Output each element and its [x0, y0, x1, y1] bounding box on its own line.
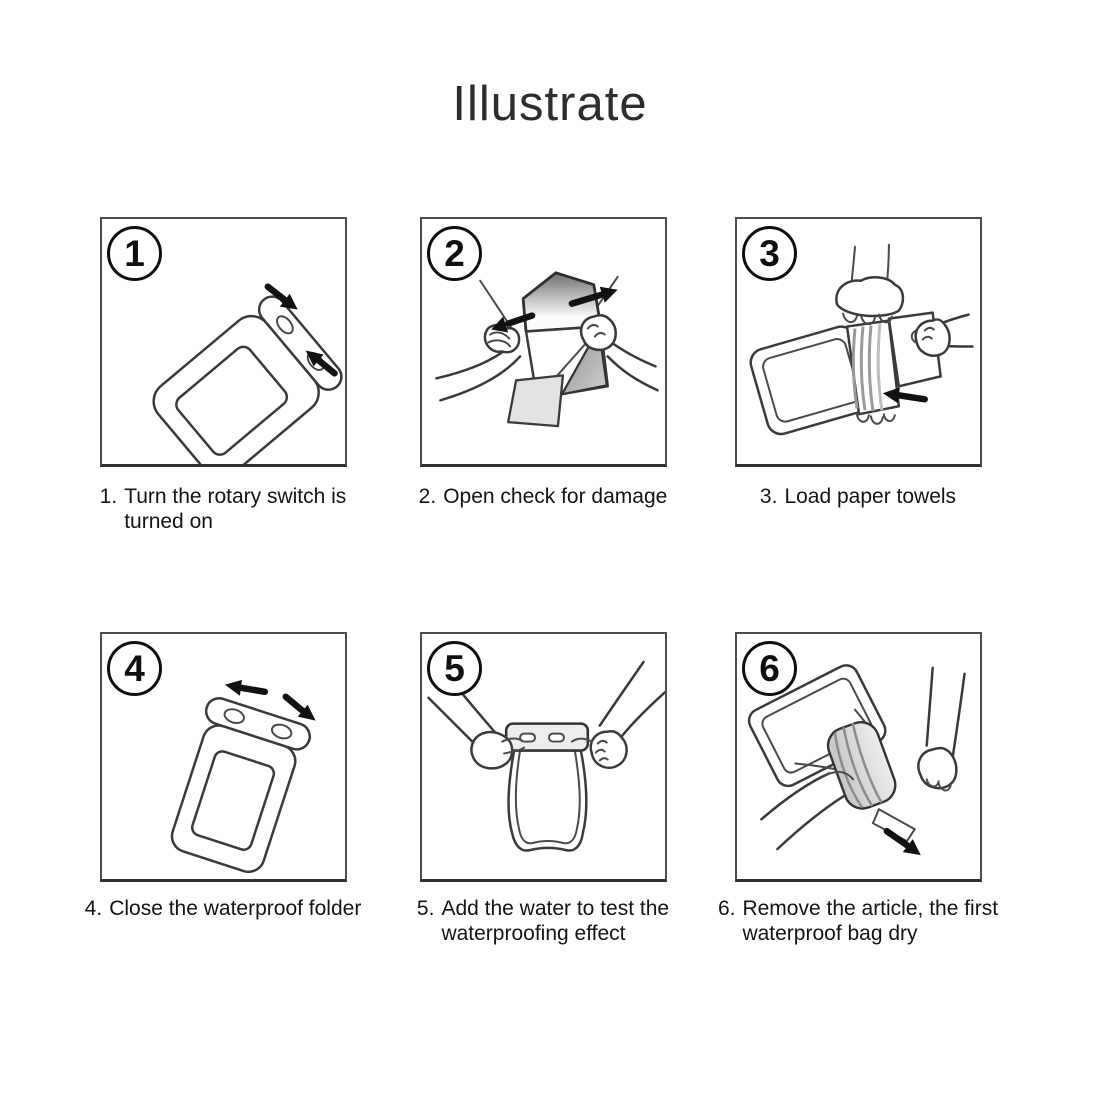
- caption-line: waterproof bag dry: [742, 922, 918, 946]
- step-1-number-badge: 1: [107, 226, 162, 281]
- step-3-caption-number: 3.: [759, 485, 778, 508]
- close-arrow-icon: [286, 697, 316, 721]
- step-5-number-badge: 5: [427, 641, 482, 696]
- step-6-panel: [735, 632, 982, 882]
- step-2-panel: [420, 217, 667, 467]
- step-5-caption: [378, 896, 708, 946]
- step-4-panel: [100, 632, 347, 882]
- step-1-caption: [58, 484, 388, 534]
- caption-line: Turn the rotary switch is: [124, 485, 347, 508]
- step-2-caption: [378, 484, 708, 509]
- step-3-panel: [735, 217, 982, 467]
- caption-line: Close the waterproof folder: [109, 897, 362, 920]
- step-3-number-badge: 3: [742, 226, 797, 281]
- step-6-number-badge: 6: [742, 641, 797, 696]
- step-4-caption-number: 4.: [84, 897, 103, 920]
- step-5-panel: [420, 632, 667, 882]
- caption-line: Remove the article, the first: [742, 897, 999, 920]
- step-6-caption-number: 6.: [717, 897, 736, 920]
- step-5-caption-number: 5.: [416, 897, 435, 920]
- step-1-panel: [100, 217, 347, 467]
- close-arrow-icon: [225, 680, 265, 696]
- caption-line: turned on: [124, 510, 213, 534]
- page-title: Illustrate: [452, 77, 648, 131]
- caption-line: Add the water to test the: [441, 897, 670, 920]
- step-2-caption-number: 2.: [418, 485, 437, 508]
- step-6-caption: [693, 896, 1023, 946]
- step-4-number-badge: 4: [107, 641, 162, 696]
- caption-line: Open check for damage: [443, 485, 668, 508]
- caption-line: waterproofing effect: [441, 922, 626, 946]
- step-1-caption-number: 1.: [99, 485, 118, 508]
- step-2-number-badge: 2: [427, 226, 482, 281]
- step-3-caption: [693, 484, 1023, 509]
- caption-line: Load paper towels: [784, 485, 957, 508]
- step-4-caption: [58, 896, 388, 921]
